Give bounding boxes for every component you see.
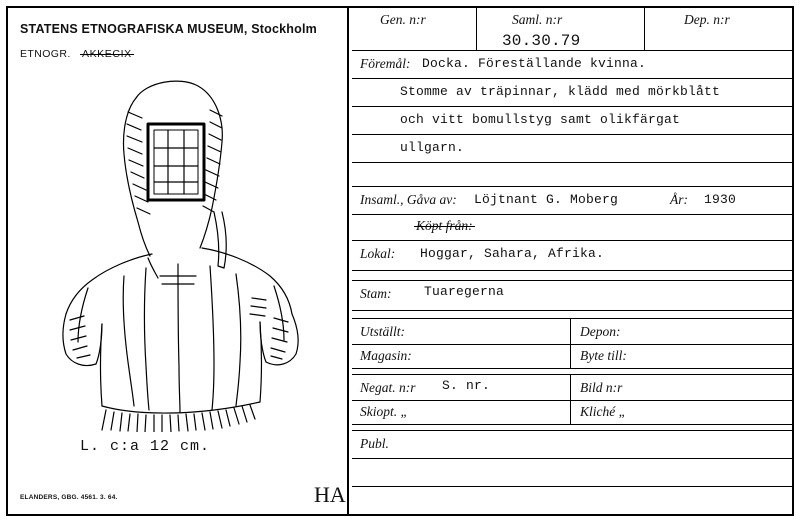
- magasin-label: Magasin:: [360, 348, 412, 363]
- foremal-line-2[interactable]: Stomme av träpinnar, klädd med mörkblått: [400, 84, 721, 99]
- negat-bild-divider: [570, 374, 571, 424]
- rule-stam-2: [352, 318, 792, 319]
- utstallt-label: Utställt:: [360, 324, 406, 339]
- kopt-fran-label: [416, 218, 473, 234]
- depon-label: Depon:: [580, 324, 621, 339]
- rule-publ: [352, 458, 792, 459]
- illustration-caption: L. c:a 12 cm.: [80, 438, 211, 455]
- utstallt-depon-divider: [570, 318, 571, 368]
- foremal-line-4[interactable]: ullgarn.: [400, 140, 465, 155]
- stam-label: Stam:: [360, 286, 392, 301]
- insaml-label: Insaml., Gåva av:: [360, 192, 457, 207]
- rule-magasin-2: [352, 374, 792, 375]
- foremal-label: Föremål:: [360, 56, 411, 71]
- lokal-label: Lokal:: [360, 246, 396, 261]
- saml-nr-label: Saml. n:r: [512, 12, 563, 27]
- illustration-panel: [8, 8, 346, 514]
- etnogr-label: ETNOGR.: [20, 48, 71, 60]
- foremal-line-3[interactable]: och vitt bomullstyg samt olikfärgat: [400, 112, 681, 127]
- foremal-line-1[interactable]: Docka. Föreställande kvinna.: [422, 56, 647, 71]
- negat-label: Negat. n:r: [360, 380, 416, 395]
- header-divider-2: [644, 8, 645, 50]
- stam-value[interactable]: Tuaregerna: [424, 284, 505, 299]
- skiopt-label: Skiopt. „: [360, 404, 409, 419]
- rule-foremal-1: [352, 78, 792, 79]
- printer-mark: ELANDERS, GBG. 4561. 3. 64.: [20, 494, 118, 501]
- rule-foremal-3: [352, 134, 792, 135]
- rule-foremal-2: [352, 106, 792, 107]
- insaml-value[interactable]: Löjtnant G. Moberg: [474, 192, 619, 207]
- byte-till-label: Byte till:: [580, 348, 627, 363]
- rule-header-bottom: [352, 50, 792, 51]
- header-divider-1: [476, 8, 477, 50]
- etnogr-line: [20, 48, 132, 60]
- rule-insaml: [352, 214, 792, 215]
- rule-foremal-4: [352, 162, 792, 163]
- rule-blank-1: [352, 186, 792, 187]
- kopt-fran-text: Köpt från:: [416, 218, 473, 233]
- kliche-label: Kliché „: [580, 404, 627, 419]
- rule-negat: [352, 400, 792, 401]
- rule-kopt-fran: [352, 240, 792, 241]
- rule-skiopt: [352, 424, 792, 425]
- publ-label: Publ.: [360, 436, 389, 451]
- lokal-value[interactable]: Hoggar, Sahara, Afrika.: [420, 246, 605, 261]
- ar-value[interactable]: 1930: [704, 192, 737, 207]
- handwritten-initials: HA: [314, 482, 346, 507]
- dep-nr-label: Dep. n:r: [684, 12, 730, 27]
- rule-bottom: [352, 486, 792, 487]
- rule-magasin: [352, 368, 792, 369]
- negat-value[interactable]: S. nr.: [442, 378, 491, 393]
- doll-illustration: [28, 62, 328, 432]
- rule-lokal-2: [352, 280, 792, 281]
- rule-utstallt: [352, 344, 792, 345]
- rule-skiopt-2: [352, 430, 792, 431]
- bild-label: Bild n:r: [580, 380, 623, 395]
- rule-stam: [352, 310, 792, 311]
- museum-title: STATENS ETNOGRAFISKA MUSEUM, Stockholm: [20, 22, 317, 36]
- form-panel: [352, 8, 792, 514]
- panel-divider: [347, 8, 349, 514]
- gen-nr-label: Gen. n:r: [380, 12, 426, 27]
- etnogr-code-overstruck: AKKECIX: [81, 48, 132, 60]
- saml-nr-value[interactable]: 30.30.79: [502, 32, 581, 50]
- ar-label: År:: [670, 192, 688, 207]
- rule-lokal: [352, 270, 792, 271]
